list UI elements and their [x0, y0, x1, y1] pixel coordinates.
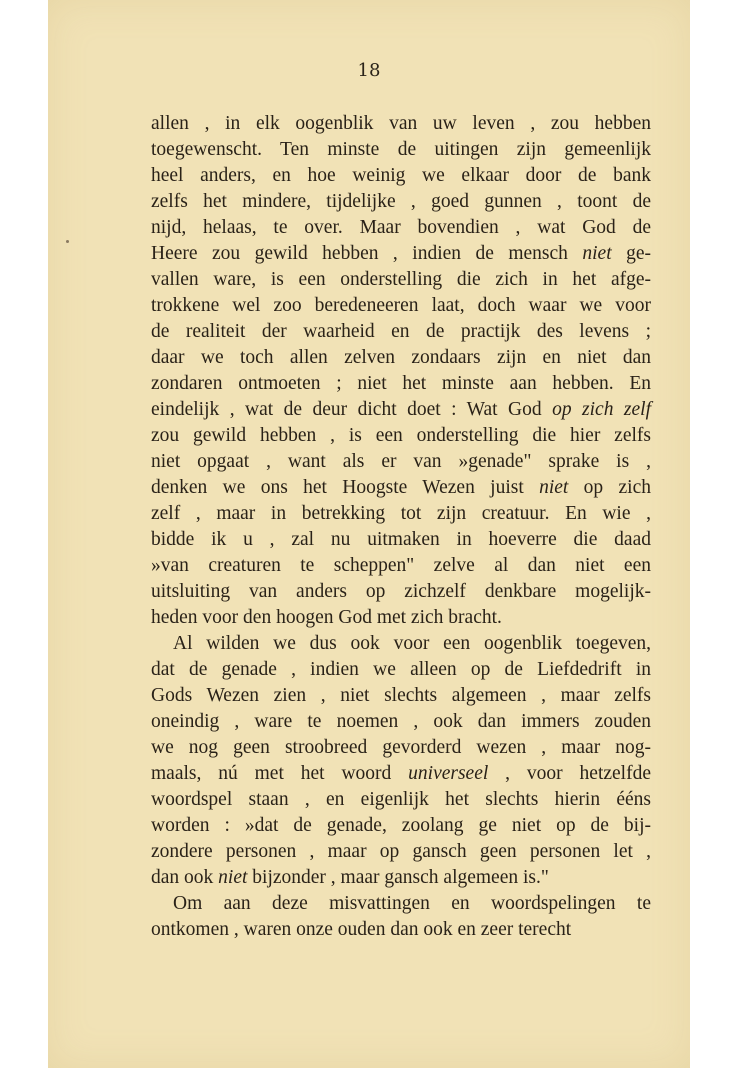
line-segment: dat de genade , indien we alleen op de Liefdedrift in — [151, 659, 651, 680]
line-segment: uitsluiting van anders op zichzelf denkbare mogelijk- — [151, 581, 651, 602]
page-number: 18 — [357, 60, 381, 81]
text-line — [151, 163, 651, 189]
line-segment: toegewenscht. Ten minste de uitingen zijn gemeenlijk — [151, 139, 651, 160]
line-segment: zou gewild hebben , is een onderstelling die hier zelfs — [151, 425, 651, 446]
line-segment: maals, nú met het woord — [151, 763, 409, 784]
italic-word: niet — [539, 477, 569, 498]
text-line — [151, 787, 651, 813]
text-line — [151, 891, 651, 917]
line-segment: nijd, helaas, te over. Maar bovendien , wat God de — [151, 217, 651, 238]
text-line — [151, 761, 651, 787]
text-line — [151, 215, 651, 241]
line-segment: vallen ware, is een onderstelling die zich in het afge- — [151, 269, 651, 290]
text-line — [151, 189, 651, 215]
text-line — [151, 579, 651, 605]
line-segment: allen , in elk oogenblik van uw leven , zou hebben — [151, 113, 651, 134]
line-segment: Om aan deze misvattingen en woordspelingen te — [173, 893, 651, 914]
line-segment: Heere zou gewild hebben , indien de mensch — [151, 243, 583, 264]
text-line — [151, 605, 651, 631]
text-line — [151, 137, 651, 163]
text-line — [151, 865, 651, 891]
text-line — [151, 683, 651, 709]
text-line — [151, 735, 651, 761]
text-line — [151, 475, 651, 501]
text-line — [151, 553, 651, 579]
paper-speck — [66, 240, 69, 243]
text-line — [151, 917, 651, 943]
line-segment: zondere personen , maar op gansch geen personen let , — [151, 841, 651, 862]
line-segment: dan ook — [151, 867, 219, 888]
italic-word: universeel — [408, 763, 489, 784]
line-segment: zelf , maar in betrekking tot zijn creatuur. En wie , — [151, 503, 651, 524]
italic-word: op zich zelf — [552, 399, 651, 420]
line-segment: heel anders, en hoe weinig we elkaar door de bank — [151, 165, 651, 186]
body-text — [151, 111, 651, 943]
line-segment: , voor hetzelfde — [488, 763, 652, 784]
line-segment: denken we ons het Hoogste Wezen juist — [151, 477, 540, 498]
italic-word: niet — [218, 867, 248, 888]
line-segment: »van creaturen te scheppen" zelve al dan niet een — [151, 555, 651, 576]
line-segment: oneindig , ware te noemen , ook dan immers zouden — [151, 711, 651, 732]
text-line — [151, 813, 651, 839]
text-line — [151, 423, 651, 449]
line-segment: de realiteit der waarheid en de practijk des levens ; — [151, 321, 651, 342]
line-segment: zondaren ontmoeten ; niet het minste aan hebben. En — [151, 373, 651, 394]
line-segment: niet opgaat , want als er van »genade" sprake is , — [151, 451, 651, 472]
line-segment: woordspel staan , en eigenlijk het slechts hierin ééns — [151, 789, 651, 810]
text-line — [151, 319, 651, 345]
line-segment: trokkene wel zoo beredeneeren laat, doch waar we voor — [151, 295, 651, 316]
text-line — [151, 397, 651, 423]
text-line — [151, 501, 651, 527]
line-segment: Al wilden we dus ook voor een oogenblik toegeven, — [173, 633, 651, 654]
text-line — [151, 709, 651, 735]
line-segment: heden voor den hoogen God met zich bracht. — [151, 607, 502, 628]
text-line — [151, 241, 651, 267]
line-segment: daar we toch allen zelven zondaars zijn en niet dan — [151, 347, 651, 368]
line-segment: bidde ik u , zal nu uitmaken in hoeverre die daad — [151, 529, 651, 550]
text-line — [151, 111, 651, 137]
line-segment: we nog geen stroobreed gevorderd wezen , maar nog- — [151, 737, 651, 758]
text-line — [151, 839, 651, 865]
line-segment: op zich — [568, 477, 651, 498]
text-line — [151, 345, 651, 371]
paragraph — [151, 891, 651, 943]
line-segment: Gods Wezen zien , niet slechts algemeen , maar zelfs — [151, 685, 651, 706]
text-line — [151, 267, 651, 293]
line-segment: zelfs het mindere, tijdelijke , goed gunnen , toont de — [151, 191, 651, 212]
italic-word: niet — [582, 243, 612, 264]
text-line — [151, 371, 651, 397]
line-segment: eindelijk , wat de deur dicht doet : Wat God — [151, 399, 553, 420]
line-segment: ge- — [611, 243, 651, 264]
line-segment: ontkomen , waren onze ouden dan ook en zeer terecht — [151, 919, 572, 940]
paragraph — [151, 631, 651, 891]
text-line — [151, 449, 651, 475]
text-line — [151, 631, 651, 657]
line-segment: bijzonder , maar gansch algemeen is." — [247, 867, 549, 888]
book-page — [48, 0, 690, 1068]
paragraph — [151, 111, 651, 631]
line-segment: worden : »dat de genade, zoolang ge niet op de bij- — [151, 815, 651, 836]
text-line — [151, 657, 651, 683]
text-line — [151, 527, 651, 553]
text-line — [151, 293, 651, 319]
